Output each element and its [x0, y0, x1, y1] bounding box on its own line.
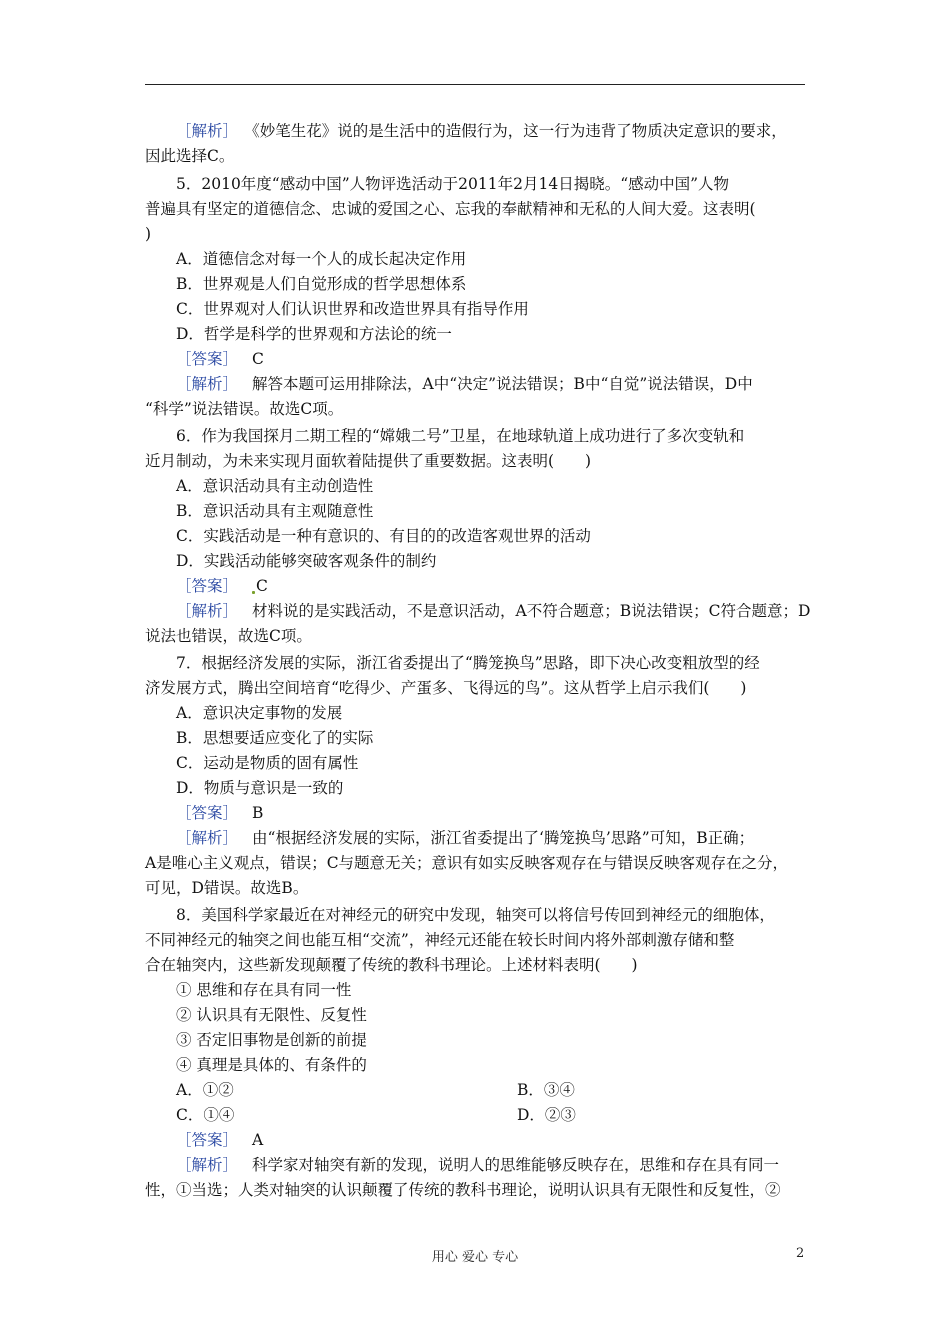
text-line: 因此选择C。	[145, 147, 235, 165]
footer-text: 用心 爱心 专心	[431, 1250, 519, 1265]
text-line: 可见，D错误。故选B。	[145, 879, 309, 897]
text-line: 济发展方式，腾出空间培育“吃得少、产蛋多、飞得远的鸟”。这从哲学上启示我们( )	[145, 679, 747, 697]
question-5: 5．2010年度“感动中国”人物评选活动于2011年2月14日揭晓。“感动中国”人物	[176, 175, 730, 193]
option-a: A．意识活动具有主动创造性	[176, 477, 374, 495]
answer-line: ［答案］ A	[176, 1131, 264, 1149]
option-d: D．实践活动能够突破客观条件的制约	[176, 552, 437, 570]
answer-tag: ［答案］	[176, 1131, 239, 1149]
analysis-tag: ［解析］	[176, 829, 239, 847]
option-d: D．②③	[517, 1106, 576, 1124]
text-line: A是唯心主义观点，错误；C与题意无关；意识有如实反映客观存在与错误反映客观存在之分，	[145, 854, 789, 872]
text-line: ［解析］ 解答本题可运用排除法，A中“决定”说法错误；B中“自觉”说法错误，D中	[176, 375, 753, 393]
text-line: ［解析］ 由“根据经济发展的实际，浙江省委提出了‘腾笼换鸟’思路”可知，B正确；	[176, 829, 755, 847]
question-8: 8．美国科学家最近在对神经元的研究中发现，轴突可以将信号传回到神经元的细胞体，	[176, 906, 775, 924]
question-6: 6．作为我国探月二期工程的“嫦娥二号”卫星，在地球轨道上成功进行了多次变轨和	[176, 427, 745, 445]
statement-4: ④ 真理是具体的、有条件的	[176, 1056, 367, 1074]
answer-tag: ［答案］	[176, 577, 239, 595]
statement-2: ② 认识具有无限性、反复性	[176, 1006, 367, 1024]
option-d: D．物质与意识是一致的	[176, 779, 344, 797]
text-line: 性，①当选；人类对轴突的认识颠覆了传统的教科书理论，说明认识具有无限性和反复性，②	[145, 1181, 781, 1199]
text-line: 近月制动，为未来实现月面软着陆提供了重要数据。这表明( )	[145, 452, 592, 470]
text-line: 合在轴突内，这些新发现颠覆了传统的教科书理论。上述材料表明( )	[145, 956, 638, 974]
option-row	[145, 1078, 841, 1103]
text-line: ［解析］ 科学家对轴突有新的发现，说明人的思维能够反映存在，思维和存在具有同一	[176, 1156, 780, 1174]
option-b: B．意识活动具有主观随意性	[176, 502, 374, 520]
option-c: C．①④	[176, 1106, 235, 1124]
option-c: C．世界观对人们认识世界和改造世界具有指导作用	[176, 300, 529, 318]
text-line: ［解析］ 《妙笔生花》说的是生活中的造假行为，这一行为违背了物质决定意识的要求，	[176, 122, 787, 140]
statement-3: ③ 否定旧事物是创新的前提	[176, 1031, 367, 1049]
statement-1: ① 思维和存在具有同一性	[176, 981, 352, 999]
answer-line: ［答案］ B	[176, 804, 264, 822]
analysis-tag: ［解析］	[176, 602, 239, 620]
text-line: 普遍具有坚定的道德信念、忠诚的爱国之心、忘我的奉献精神和无私的人间大爱。这表明(	[145, 200, 756, 218]
text-line: )	[145, 225, 152, 243]
text-line: ［解析］ 材料说的是实践活动，不是意识活动，A不符合题意；B说法错误；C符合题意；D	[176, 602, 811, 620]
analysis-tag: ［解析］	[176, 375, 239, 393]
answer-tag: ［答案］	[176, 350, 239, 368]
option-a: A．意识决定事物的发展	[176, 704, 343, 722]
option-row	[145, 1103, 841, 1128]
analysis-tag: ［解析］	[176, 1156, 239, 1174]
analysis-tag: ［解析］	[176, 122, 239, 140]
answer-line: ［答案］ C	[176, 577, 268, 595]
option-b: B．③④	[517, 1081, 575, 1099]
answer-tag: ［答案］	[176, 804, 239, 822]
question-7: 7．根据经济发展的实际，浙江省委提出了“腾笼换鸟”思路，即下决心改变粗放型的经	[176, 654, 760, 672]
option-a: A．①②	[176, 1081, 234, 1099]
header-rule	[145, 84, 805, 85]
option-b: B．世界观是人们自觉形成的哲学思想体系	[176, 275, 467, 293]
page-number: 2	[796, 1246, 805, 1261]
option-c: C．运动是物质的固有属性	[176, 754, 359, 772]
option-d: D．哲学是科学的世界观和方法论的统一	[176, 325, 452, 343]
text-line: 说法也错误，故选C项。	[145, 627, 312, 645]
text-line: 不同神经元的轴突之间也能互相“交流”，神经元还能在较长时间内将外部刺激存储和整	[145, 931, 735, 949]
text-line: “科学”说法错误。故选C项。	[145, 400, 344, 418]
option-c: C．实践活动是一种有意识的、有目的的改造客观世界的活动	[176, 527, 591, 545]
option-b: B．思想要适应变化了的实际	[176, 729, 374, 747]
answer-line: ［答案］ C	[176, 350, 264, 368]
option-a: A．道德信念对每一个人的成长起决定作用	[176, 250, 467, 268]
green-dot-mark	[252, 591, 255, 594]
